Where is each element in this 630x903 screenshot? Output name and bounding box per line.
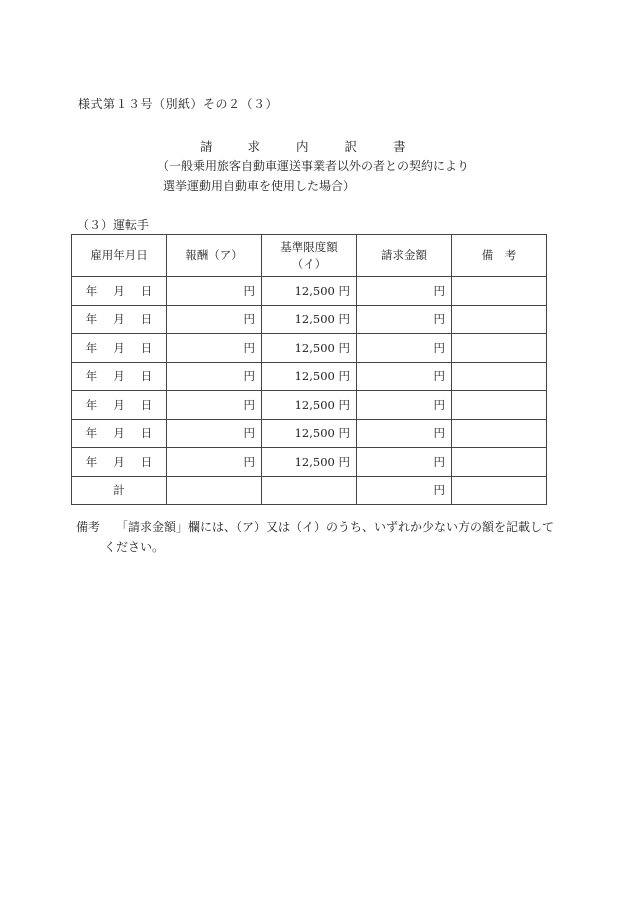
fee-cell[interactable]: 円 — [167, 277, 262, 306]
month-unit: 月 — [113, 369, 125, 384]
fee-cell[interactable]: 円 — [167, 334, 262, 363]
day-unit: 日 — [140, 397, 153, 412]
date-cell[interactable] — [72, 362, 167, 391]
date-cell[interactable] — [72, 334, 167, 363]
day-unit: 日 — [140, 283, 153, 298]
date-cell[interactable] — [72, 277, 167, 306]
limit-cell: 12,500 円 — [262, 391, 357, 420]
amount-cell[interactable]: 円 — [357, 305, 452, 334]
date-cell[interactable] — [72, 419, 167, 448]
year-unit: 年 — [85, 283, 98, 298]
total-label: 計 — [72, 476, 167, 505]
header-date: 雇用年月日 — [72, 235, 167, 277]
total-row — [72, 476, 547, 505]
month-unit: 月 — [113, 312, 125, 327]
header-amount: 請求金額 — [357, 235, 452, 277]
section-label: （３）運転手 — [77, 218, 150, 232]
year-unit: 年 — [85, 397, 98, 412]
subtitle-line-2: 選挙運動用自動車を使用した場合） — [163, 179, 356, 193]
document-title — [200, 137, 406, 155]
date-cell[interactable] — [72, 448, 167, 477]
note-cell[interactable] — [452, 334, 547, 363]
table-row — [72, 362, 547, 391]
header-limit-line-1: 基準限度額 — [280, 239, 338, 254]
amount-cell[interactable]: 円 — [357, 362, 452, 391]
fee-cell[interactable]: 円 — [167, 448, 262, 477]
month-unit: 月 — [113, 397, 125, 412]
remarks — [76, 517, 556, 557]
document-subtitle — [157, 156, 469, 196]
remarks-line-1: 「請求金額」欄には、（ア）又は（イ）のうち、いずれか少ない方の額を記載して — [116, 520, 555, 534]
amount-cell[interactable]: 円 — [357, 334, 452, 363]
table-row — [72, 391, 547, 420]
total-fee-cell[interactable] — [167, 476, 262, 505]
day-unit: 日 — [140, 340, 153, 355]
limit-cell: 12,500 円 — [262, 448, 357, 477]
amount-cell[interactable]: 円 — [357, 419, 452, 448]
date-cell[interactable] — [72, 391, 167, 420]
day-unit: 日 — [140, 454, 153, 469]
table-row — [72, 448, 547, 477]
limit-cell: 12,500 円 — [262, 305, 357, 334]
year-unit: 年 — [85, 454, 98, 469]
subtitle-line-1: （一般乗用旅客自動車運送事業者以外の者との契約により — [157, 159, 470, 173]
limit-cell: 12,500 円 — [262, 419, 357, 448]
fee-cell[interactable]: 円 — [167, 362, 262, 391]
claim-table — [71, 234, 547, 505]
year-unit: 年 — [85, 369, 98, 384]
note-cell[interactable] — [452, 448, 547, 477]
limit-cell: 12,500 円 — [262, 277, 357, 306]
fee-cell[interactable]: 円 — [167, 419, 262, 448]
day-unit: 日 — [140, 426, 153, 441]
day-unit: 日 — [140, 312, 153, 327]
month-unit: 月 — [113, 340, 125, 355]
table-row — [72, 305, 547, 334]
amount-cell[interactable]: 円 — [357, 391, 452, 420]
note-cell[interactable] — [452, 391, 547, 420]
day-unit: 日 — [140, 369, 153, 384]
amount-cell[interactable]: 円 — [357, 277, 452, 306]
amount-cell[interactable]: 円 — [357, 448, 452, 477]
title-char: 内 — [296, 139, 309, 154]
total-amount-cell[interactable]: 円 — [357, 476, 452, 505]
table-header-row — [72, 235, 547, 277]
form-number: 様式第１３号（別紙）その２（３） — [78, 97, 279, 111]
table-row — [72, 277, 547, 306]
header-fee: 報酬（ア） — [167, 235, 262, 277]
total-limit-cell — [262, 476, 357, 505]
remarks-label: 備考 — [76, 520, 101, 534]
month-unit: 月 — [113, 283, 125, 298]
header-limit — [262, 235, 357, 277]
limit-cell: 12,500 円 — [262, 362, 357, 391]
date-cell[interactable] — [72, 305, 167, 334]
header-limit-line-2: （イ） — [291, 256, 327, 271]
month-unit: 月 — [113, 454, 125, 469]
title-char: 書 — [393, 139, 406, 154]
year-unit: 年 — [85, 312, 98, 327]
remarks-line-2: ください。 — [104, 540, 165, 554]
year-unit: 年 — [85, 340, 98, 355]
total-note-cell — [452, 476, 547, 505]
table-row — [72, 419, 547, 448]
title-char: 請 — [200, 139, 213, 154]
fee-cell[interactable]: 円 — [167, 391, 262, 420]
fee-cell[interactable]: 円 — [167, 305, 262, 334]
title-char: 求 — [247, 139, 261, 154]
table-row — [72, 334, 547, 363]
note-cell[interactable] — [452, 419, 547, 448]
month-unit: 月 — [113, 426, 125, 441]
note-cell[interactable] — [452, 305, 547, 334]
note-cell[interactable] — [452, 277, 547, 306]
year-unit: 年 — [85, 426, 98, 441]
title-char: 訳 — [344, 139, 358, 154]
note-cell[interactable] — [452, 362, 547, 391]
limit-cell: 12,500 円 — [262, 334, 357, 363]
header-note: 備 考 — [452, 235, 547, 277]
